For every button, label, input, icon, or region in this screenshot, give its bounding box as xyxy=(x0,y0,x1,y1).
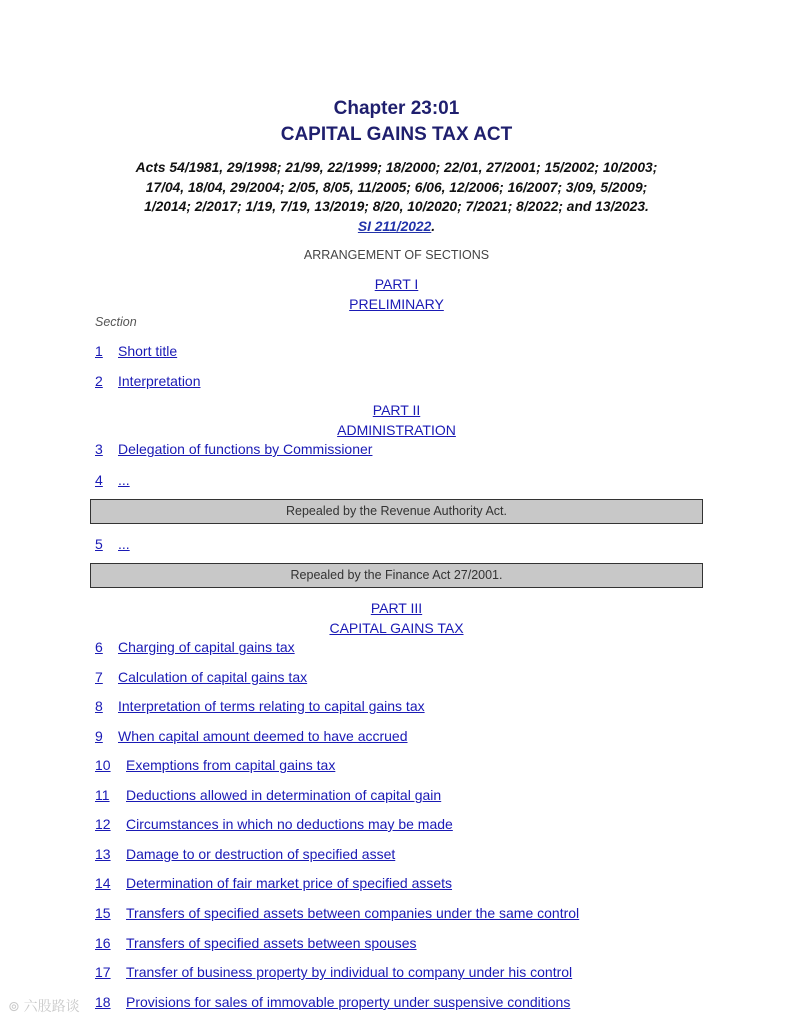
section-title-link[interactable]: Transfers of specified assets between companies under the same control xyxy=(126,905,580,921)
section-title-link[interactable]: When capital amount deemed to have accrued xyxy=(118,728,408,744)
section-number-link[interactable]: 12 xyxy=(95,816,111,832)
section-title-link[interactable]: Circumstances in which no deductions may be made xyxy=(126,816,453,832)
watermark-text: 六股路谈 xyxy=(23,998,80,1014)
section-number-link[interactable]: 17 xyxy=(95,964,111,980)
section-title-link[interactable]: Transfers of specified assets between spouses xyxy=(126,935,417,951)
toc-row[interactable] xyxy=(95,373,201,389)
section-number-link[interactable]: 5 xyxy=(95,536,103,552)
section-column-label: Section xyxy=(95,315,137,329)
toc-row[interactable] xyxy=(95,757,336,773)
toc-row[interactable] xyxy=(95,846,396,862)
section-number-link[interactable]: 1 xyxy=(95,343,103,359)
chapter-heading: Chapter 23:01 xyxy=(333,98,460,119)
toc-row[interactable] xyxy=(95,698,425,714)
section-number-link[interactable]: 11 xyxy=(95,787,110,803)
part-title-link[interactable]: PRELIMINARY xyxy=(349,296,444,312)
section-title-link[interactable]: Delegation of functions by Commissioner xyxy=(118,441,373,457)
part-number-link[interactable]: PART II xyxy=(372,402,421,418)
toc-row[interactable] xyxy=(95,669,308,685)
toc-row[interactable] xyxy=(95,728,408,744)
si-link[interactable]: SI 211/2022 xyxy=(357,218,432,234)
section-number-link[interactable]: 10 xyxy=(95,757,111,773)
section-title-link[interactable]: Exemptions from capital gains tax xyxy=(126,757,336,773)
acts-line: Acts 54/1981, 29/1998; 21/99, 22/1999; 18/2000; 22/01, 27/2001; 15/2002; 10/2003; xyxy=(135,160,658,175)
part-number-link[interactable]: PART I xyxy=(374,276,419,292)
act-title: CAPITAL GAINS TAX ACT xyxy=(280,124,513,145)
section-title-link[interactable]: Charging of capital gains tax xyxy=(118,639,295,655)
section-title-link[interactable]: Transfer of business property by individual to company under his control xyxy=(126,964,573,980)
section-title-link[interactable]: Provisions for sales of immovable property under suspensive conditions xyxy=(126,994,571,1010)
section-title-link[interactable]: Determination of fair market price of specified assets xyxy=(126,875,453,891)
watermark-logo-icon: ⊚ xyxy=(8,998,20,1014)
toc-row[interactable] xyxy=(95,935,417,951)
toc-row[interactable] xyxy=(95,441,373,457)
acts-citation xyxy=(90,158,703,236)
toc-row[interactable] xyxy=(95,875,453,891)
section-title-link[interactable]: ... xyxy=(118,536,130,552)
toc-row[interactable] xyxy=(95,994,571,1010)
section-number-link[interactable]: 14 xyxy=(95,875,111,891)
section-title-link[interactable]: ... xyxy=(118,472,130,488)
toc-row[interactable] xyxy=(95,639,295,655)
toc-row[interactable] xyxy=(95,816,453,832)
section-number-link[interactable]: 16 xyxy=(95,935,111,951)
si-suffix: . xyxy=(431,218,436,234)
section-number-link[interactable]: 8 xyxy=(95,698,103,714)
toc-row[interactable] xyxy=(95,343,178,359)
toc-row[interactable] xyxy=(95,964,573,980)
si-line xyxy=(90,217,703,237)
toc-row[interactable] xyxy=(95,905,580,921)
toc-row[interactable] xyxy=(95,536,130,552)
section-title-link[interactable]: Interpretation of terms relating to capital gains tax xyxy=(118,698,425,714)
section-number-link[interactable]: 7 xyxy=(95,669,103,685)
toc-row[interactable] xyxy=(95,472,130,488)
watermark xyxy=(8,996,80,1016)
section-number-link[interactable]: 3 xyxy=(95,441,103,457)
part-title-link[interactable]: CAPITAL GAINS TAX xyxy=(329,620,464,636)
part-title-link[interactable]: ADMINISTRATION xyxy=(337,422,456,438)
section-number-link[interactable]: 15 xyxy=(95,905,111,921)
section-title-link[interactable]: Calculation of capital gains tax xyxy=(118,669,308,685)
arrangement-heading: ARRANGEMENT OF SECTIONS xyxy=(303,248,490,262)
section-title-link[interactable]: Damage to or destruction of specified asset xyxy=(126,846,396,862)
section-number-link[interactable]: 18 xyxy=(95,994,111,1010)
repealed-note: Repealed by the Finance Act 27/2001. xyxy=(90,563,703,588)
section-number-link[interactable]: 13 xyxy=(95,846,111,862)
section-number-link[interactable]: 6 xyxy=(95,639,103,655)
section-title-link[interactable]: Deductions allowed in determination of capital gain xyxy=(126,787,442,803)
repealed-note: Repealed by the Revenue Authority Act. xyxy=(90,499,703,524)
section-number-link[interactable]: 4 xyxy=(95,472,103,488)
section-title-link[interactable]: Short title xyxy=(118,343,178,359)
acts-line: 17/04, 18/04, 29/2004; 2/05, 8/05, 11/2005; 6/06, 12/2006; 16/2007; 3/09, 5/2009; xyxy=(145,179,648,195)
section-number-link[interactable]: 2 xyxy=(95,373,103,389)
section-title-link[interactable]: Interpretation xyxy=(118,373,201,389)
section-number-link[interactable]: 9 xyxy=(95,728,103,744)
acts-line: 1/2014; 2/2017; 1/19, 7/19, 13/2019; 8/20, 10/2020; 7/2021; 8/2022; and 13/2023. xyxy=(144,199,649,214)
toc-row[interactable] xyxy=(95,787,442,803)
part-number-link[interactable]: PART III xyxy=(370,600,423,616)
